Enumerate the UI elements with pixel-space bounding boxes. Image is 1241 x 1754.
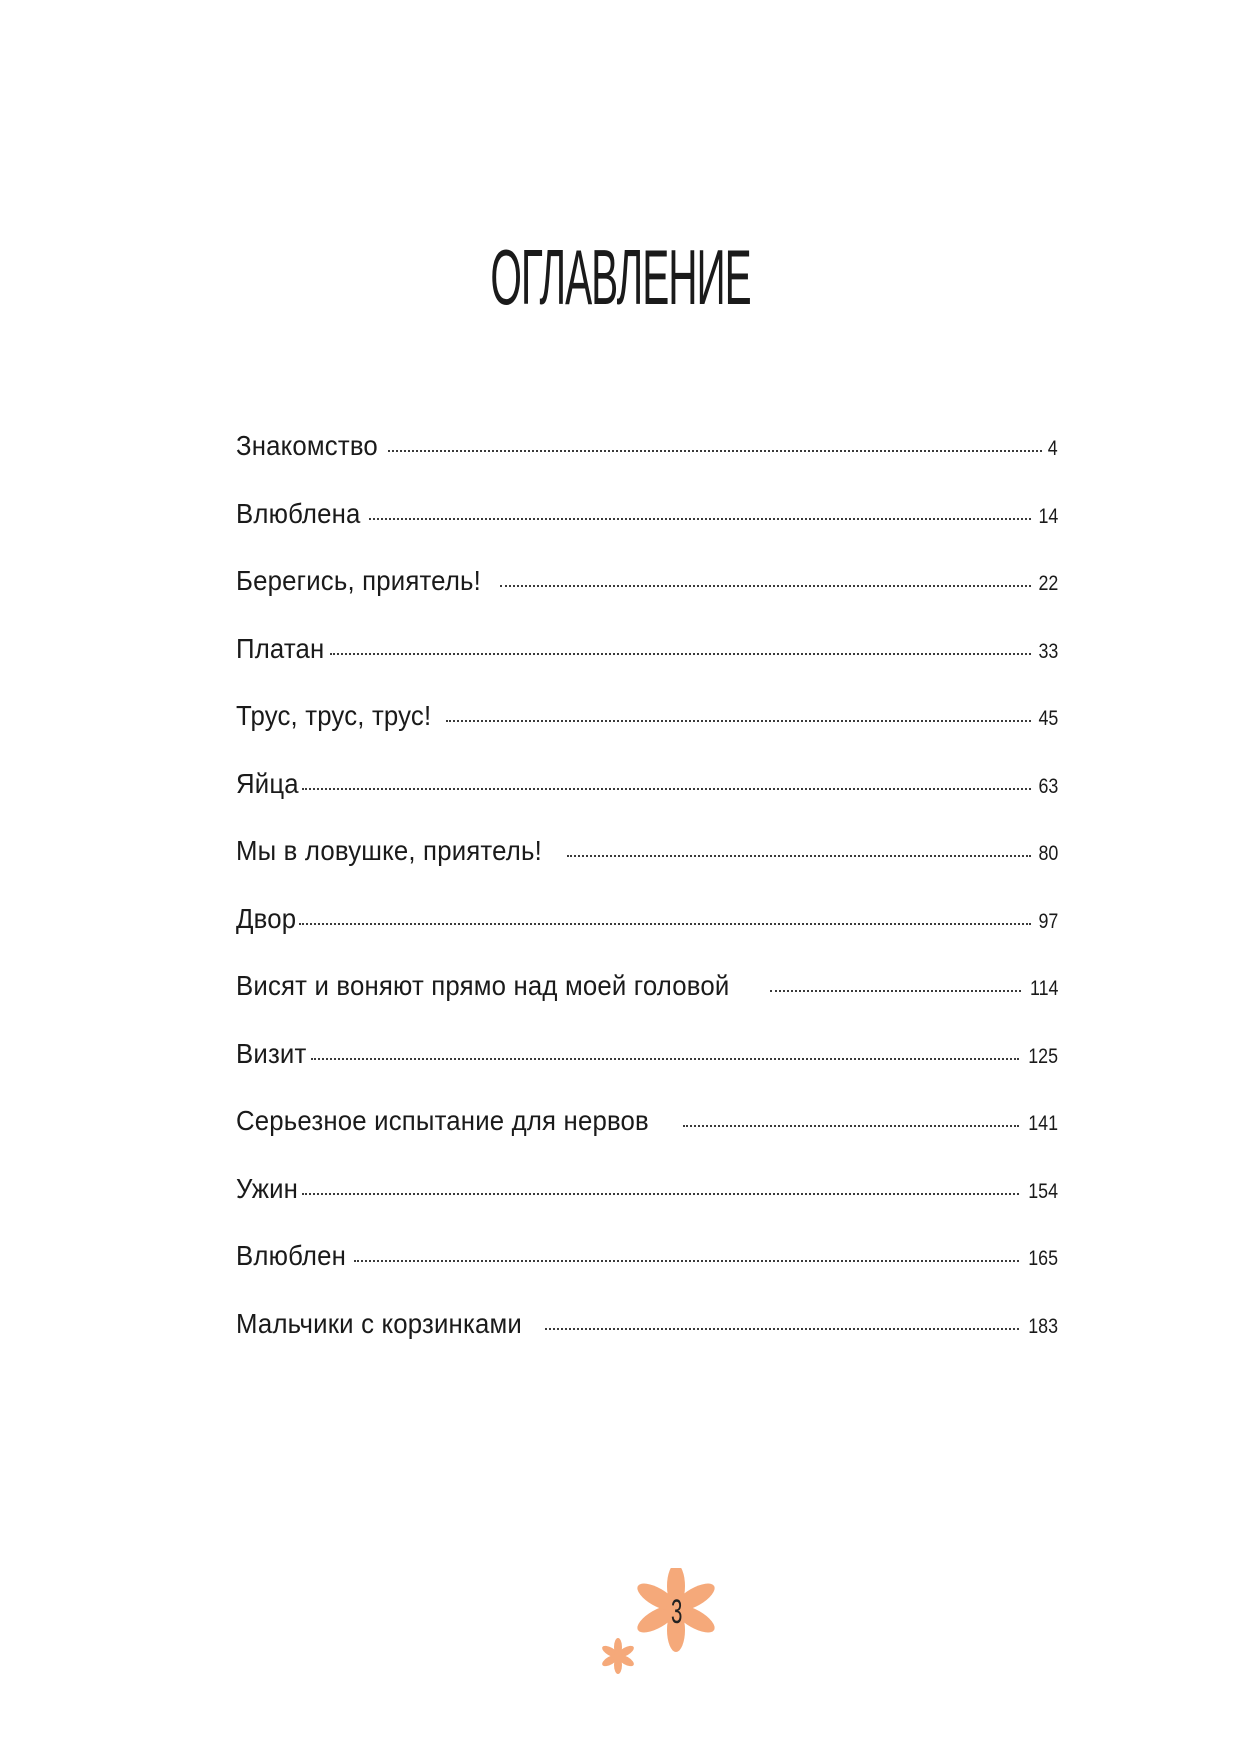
toc-entry-label: Влюблена: [236, 497, 361, 529]
toc-entry-label: Яйца: [236, 767, 299, 799]
toc-dot-leader: [302, 1193, 1019, 1195]
toc-entry: [236, 498, 1058, 566]
toc-entry-page: 22: [1038, 572, 1058, 595]
toc-dot-leader: [683, 1125, 1019, 1127]
toc-entry-label: Трус, трус, трус!: [236, 700, 432, 731]
toc-entry: [236, 633, 1058, 701]
toc-dot-leader: [545, 1328, 1019, 1330]
toc-dot-leader: [500, 585, 1030, 587]
toc-entry-page: 33: [1038, 639, 1058, 663]
toc-entry-label: Платан: [236, 632, 325, 664]
toc-entry-page: 63: [1038, 774, 1058, 798]
toc-dot-leader: [299, 923, 1030, 925]
toc-dot-leader: [770, 990, 1020, 992]
toc-entry-page: 183: [1028, 1314, 1058, 1338]
toc-dot-leader: [311, 1058, 1019, 1060]
toc-entry-label: Знакомство: [236, 430, 378, 461]
toc-dot-leader: [330, 653, 1030, 655]
toc-entry-label: Ужин: [236, 1172, 299, 1204]
toc-entry-label: Мальчики с корзинками: [236, 1307, 522, 1339]
toc-entry-page: 4: [1048, 437, 1058, 460]
page-number: 3: [671, 1593, 683, 1631]
toc-entry: [236, 970, 1058, 1038]
toc-dot-leader: [567, 855, 1031, 857]
toc-entry: [236, 903, 1058, 971]
toc-entry: [236, 768, 1058, 836]
toc-entry-label: Берегись, приятель!: [236, 565, 481, 596]
toc-entry-label: Влюблен: [236, 1240, 347, 1271]
toc-entry: [236, 1240, 1058, 1308]
toc-entry-page: 114: [1029, 977, 1058, 1000]
toc-dot-leader: [446, 720, 1030, 722]
toc-dot-leader: [388, 450, 1042, 452]
toc-entry: [236, 700, 1058, 768]
toc-entry-label: Двор: [236, 902, 297, 934]
toc-entry-page: 97: [1038, 909, 1058, 933]
toc-entry: [236, 1308, 1058, 1376]
toc-entry-page: 165: [1028, 1247, 1058, 1270]
toc-entry-page: 141: [1028, 1112, 1058, 1135]
toc-entry-page: 125: [1028, 1044, 1058, 1068]
toc-entry: [236, 430, 1058, 498]
flower-decoration: [596, 1568, 736, 1678]
table-of-contents: [236, 430, 1058, 1375]
flower-icon: [596, 1568, 736, 1678]
toc-dot-leader: [354, 1260, 1019, 1262]
toc-entry-page: 154: [1028, 1179, 1058, 1203]
toc-entry-page: 14: [1038, 504, 1058, 528]
toc-entry: [236, 1105, 1058, 1173]
toc-entry-page: 45: [1038, 707, 1058, 730]
toc-entry: [236, 1038, 1058, 1106]
page-title: ОГЛАВЛЕНИЕ: [490, 233, 751, 321]
toc-entry: [236, 835, 1058, 903]
toc-entry: [236, 1173, 1058, 1241]
toc-entry-label: Мы в ловушке, приятель!: [236, 835, 542, 866]
toc-entry-page: 80: [1038, 842, 1058, 865]
toc-entry-label: Висят и воняют прямо над моей головой: [236, 970, 730, 1001]
toc-entry: [236, 565, 1058, 633]
toc-dot-leader: [302, 788, 1030, 790]
toc-entry-label: Серьезное испытание для нервов: [236, 1105, 649, 1136]
toc-entry-label: Визит: [236, 1037, 307, 1069]
toc-dot-leader: [369, 518, 1030, 520]
